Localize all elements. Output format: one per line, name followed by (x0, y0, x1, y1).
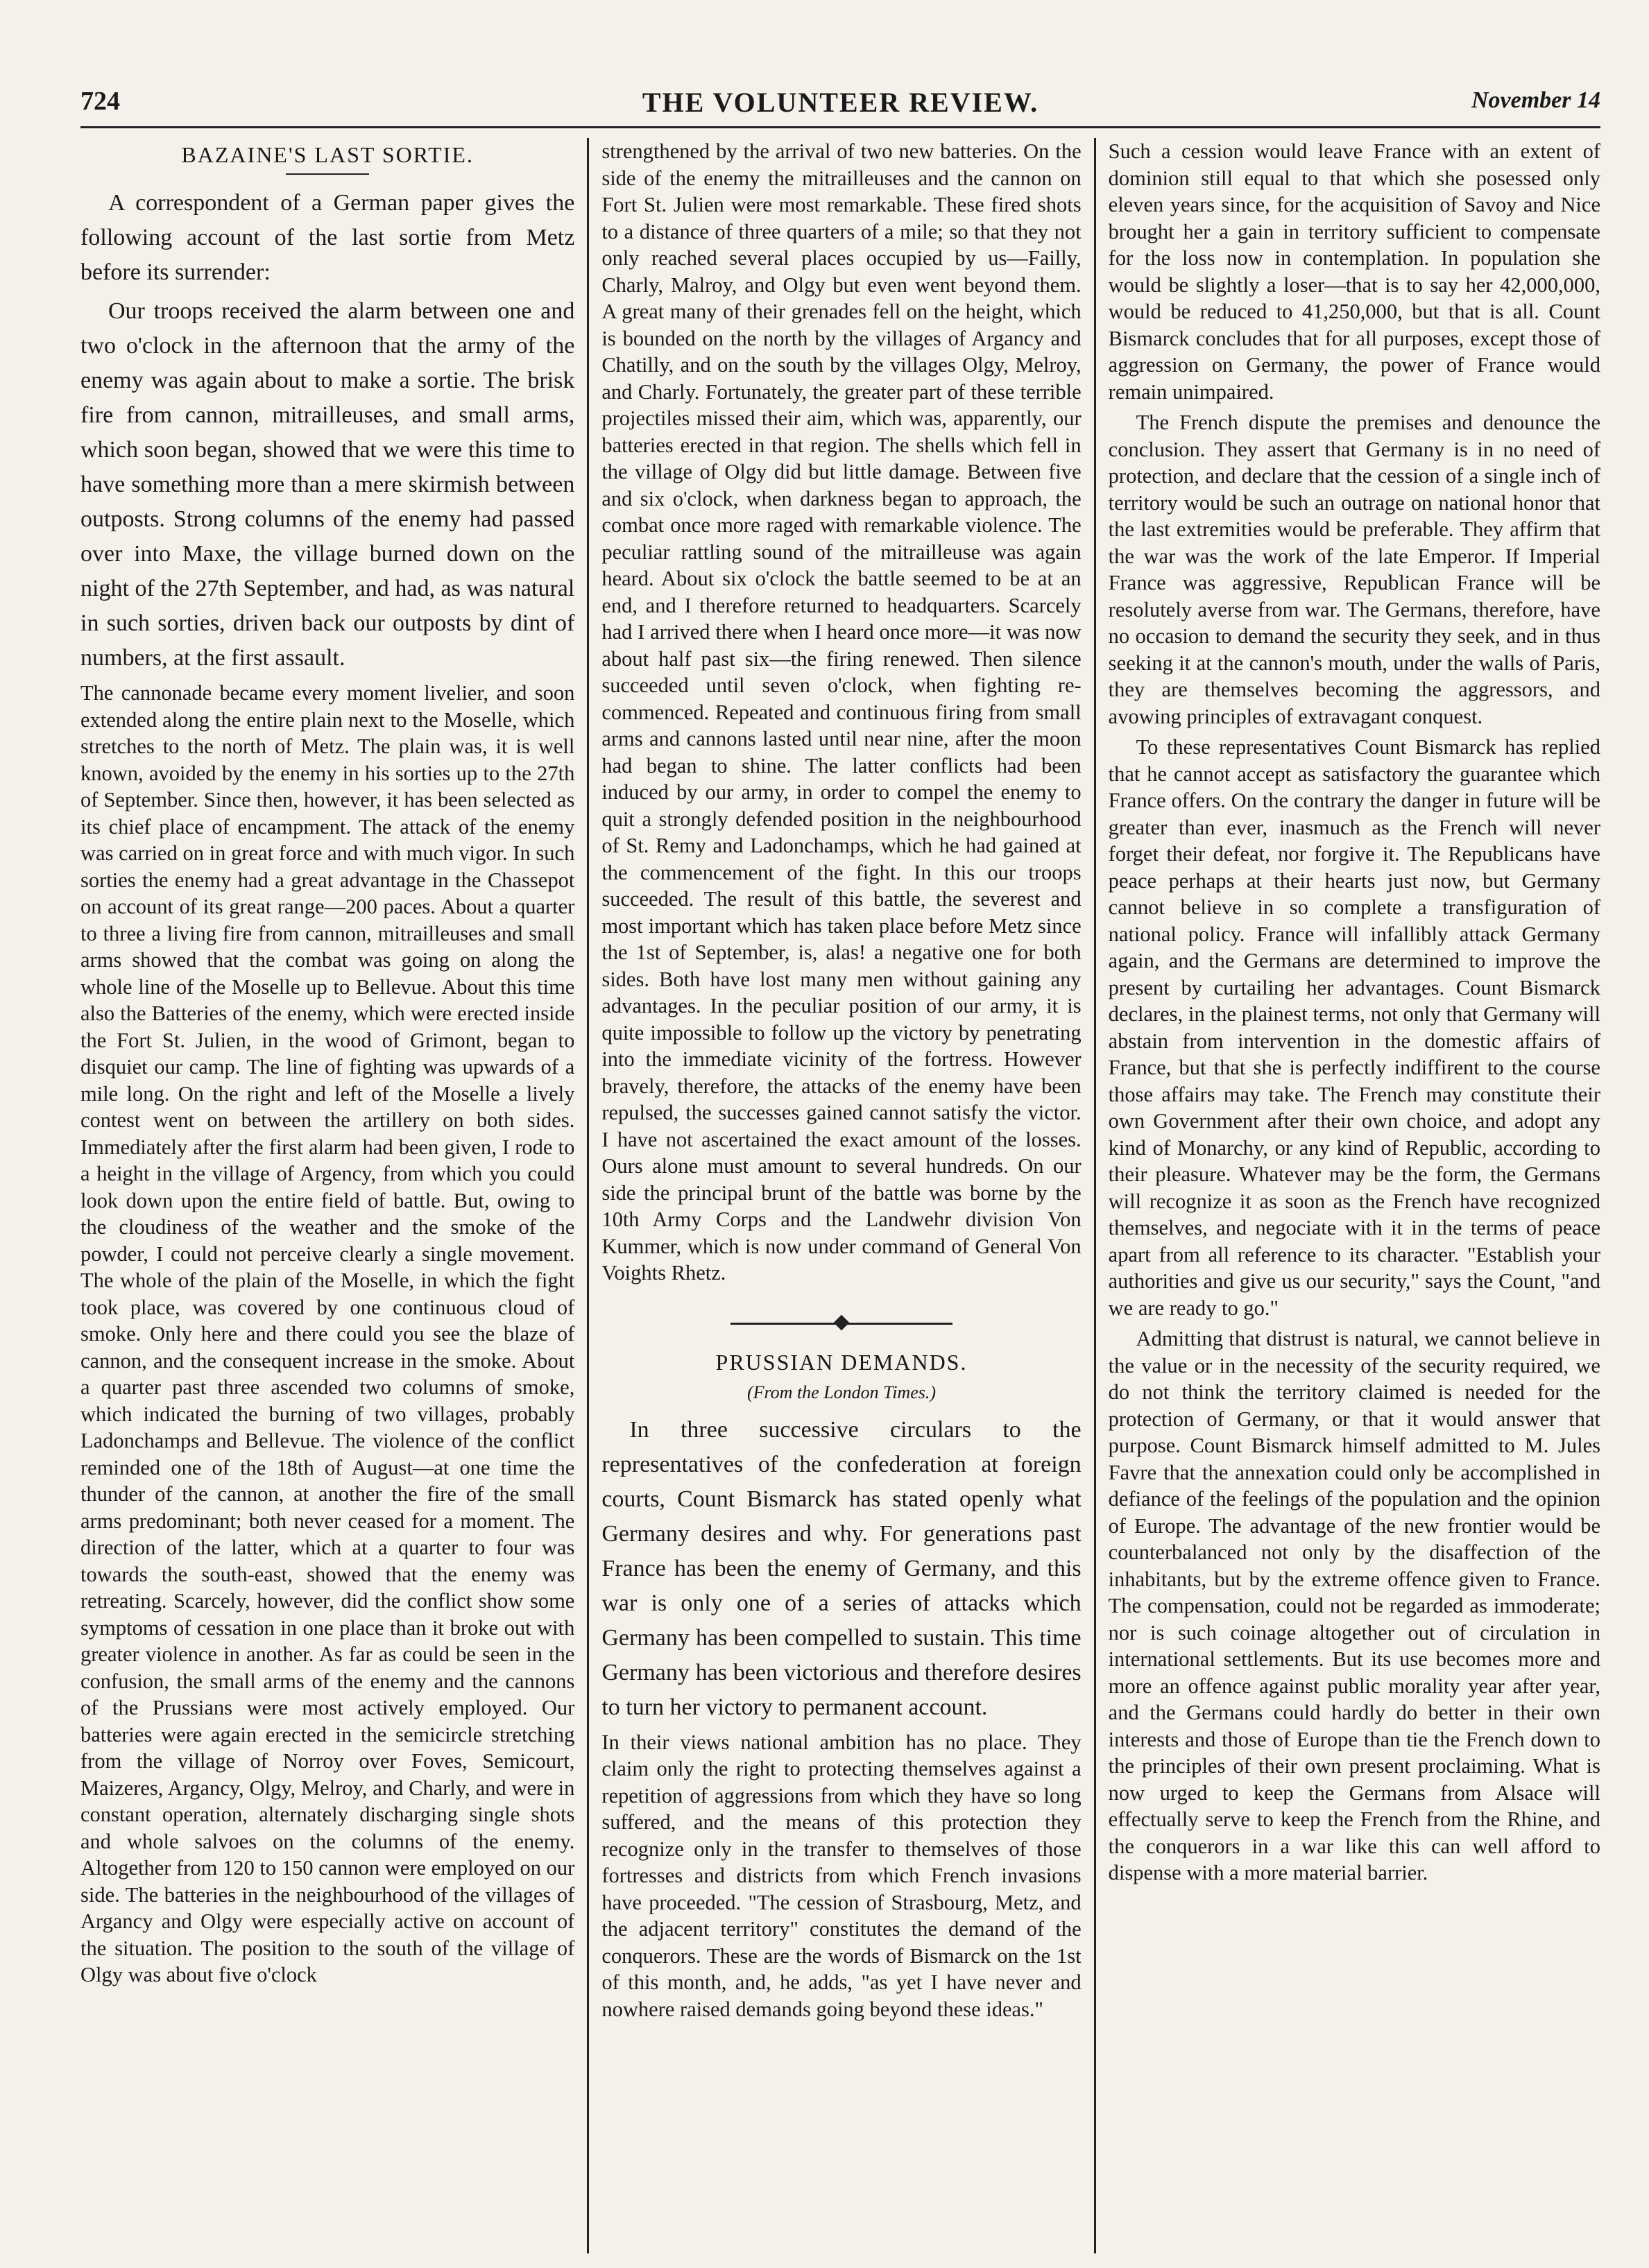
article-paragraph: To these representatives Count Bismarck has replied that he cannot accept as satisfactory the guarantee which France offers. On the contrary the danger in future will be greater than ever, inasmuch as the French will never forget their defeat, nor forgive it. The Republicans have peace perhaps at their hearts just now, but Germany cannot believe in so complete a transfiguration of national policy. France will infallibly attack Germany again, and the Germans are determined to improve the present by curtailing her advantages. Count Bismarck declares, in the plainest terms, not only that Germany will abstain from intervention in the domestic affairs of France, but that she is perfectly indiffirent to the course those affairs may take. The French may constitute their own Government after their own choice, and adopt any kind of Monarchy, or any kind of Republic, according to their pleasure. Whatever may be the form, the Germans will recognize it as soon as the French have recognized themselves, and negociate with it in the terms of peace apart from all reference to its character. "Establish your authorities and give us our security," says the Count, "and we are ready to go." (1108, 735, 1600, 1320)
article-paragraph: In three successive circulars to the representatives of the confederation at foreign courts, Count Bismarck has stated openly what Germany desires and why. For generations past France has been the enemy of Germany, and this war is only one of a series of attacks which Germany has been compelled to sustain. This time Germany has been victorious and therefore desires to turn her victory to permanent account. (601, 1416, 1082, 1720)
column-3 (1094, 138, 1600, 2253)
section-divider (730, 1323, 952, 1325)
column-2 (587, 138, 1093, 2253)
article-paragraph: The cannonade became every moment livelier, and soon extended along the entire plain next to the Moselle, which stretches to the north of Metz. The plain was, it is well known, avoided by the enemy in his sorties up to the 27th of September. Since then, however, it has been selected as its chief place of encampment. The attack of the enemy was carried on in great force and with much vigor. In such sorties the enemy had a great advantage in the Chassepot on account of its great range—200 paces. About a quarter to three a living fire from cannon, mitrailleuses and small arms showed that the combat was going on along the whole line of the Moselle up to Bellevue. About this time also the Batteries of the enemy, which were erected inside the Fort St. Julien, in the wood of Grimont, began to disquiet our camp. The line of fighting was upwards of a mile long. On the right and left of the Moselle a lively contest went on between the artillery on both sides. Immediately after the first alarm had been given, I rode to a height in the village of Argency, from which you could look down upon the entire field of battle. But, owing to the cloudiness of the weather and the smoke of the powder, I could not perceive clearly a single movement. The whole of the plain of the Moselle, in which the fight took place, was covered by one continuous cloud of smoke. Only here and there could you see the blaze of cannon, and the consequent increase in the smoke. About a quarter past three ascended two columns of smoke, which indicated the burning of two villages, probably Ladonchamps and Bellevue. The violence of the conflict reminded one of the 18th of August—at one time the thunder of the cannon, at another the fire of the small arms predominant; both never ceased for a moment. The direction of the latter, which at a quarter to four was towards the south-east, showed that the enemy was retreating. Scarcely, however, did the conflict show some symptoms of cessation in one place than it broke out with greater violence in another. As far as could be seen in the confusion, the small arms of the enemy and the cannons of the Prussians were most actively employed. Our batteries were again erected in the semicircle stretching from the village of Norroy over Foves, Semicourt, Maizeres, Argancy, Olgy, Melroy, and Charly, and were in constant operation, alternately discharging single shots and whole salvoes on the columns of the enemy. Altogether from 120 to 150 cannon were employed on our side. The batteries in the neighbourhood of the villages of Argancy and Olgy were especially active on account of the situation. The position to the south of the village of Olgy was about five o'clock (80, 681, 575, 1986)
page-number: 724 (80, 87, 120, 116)
article-source: (From the London Times.) (746, 1382, 937, 1402)
article-title: BAZAINE'S LAST SORTIE. (181, 142, 474, 167)
article-title: PRUSSIAN DEMANDS. (715, 1349, 968, 1375)
columns (80, 138, 1600, 2253)
article-paragraph: strengthened by the arrival of two new batteries. On the side of the enemy the mitrailleuses and the cannon on Fort St. Julien were most remarkable. These fired shots to a distance of three quarters of a mile; so that they not only reached several places occupied by us—Failly, Charly, Malroy, and Olgy but even went beyond them. A great many of their grenades fell on the height, which is bounded on the north by the villages of Argancy and Chatilly, and on the south by the villages Olgy, Melroy, and Charly. Fortunately, the greater part of these terrible projectiles missed their aim, which was, apparently, our batteries erected in that region. The shells which fell in the village of Olgy did but little damage. Between five and six o'clock, when darkness began to approach, the combat once more raged with remarkable violence. The peculiar rattling sound of the mitrailleuse was again heard. About six o'clock the battle seemed to be at an end, and I therefore returned to headquarters. Scarcely had I arrived there when I heard once more—it was now about half past six—the firing renewed. Then silence succeeded until seven o'clock, when fighting re-commenced. Repeated and continuous firing from small arms and cannons lasted until near nine, after the moon had began to shine. The latter conflicts had been induced by our army, in order to compel the enemy to quit a strongly defended position in the neighbourhood of St. Remy and Ladonchamps, which he had gained at the commencement of the fight. In this our troops succeeded. The result of this battle, the severest and most important which has taken place before Metz since the 1st of September, is, alas! a negative one for both sides. Both have lost many men without gaining any advantages. In the peculiar position of our army, it is quite impossible to follow up the victory by penetrating into the immediate vicinity of the fortress. However bravely, therefore, the attacks of the enemy have been repulsed, the successes gained cannot satisfy the victor. I have not ascertained the exact amount of the losses. Ours alone must amount to several hundreds. On our side the principal brunt of the battle was borne by the 10th Army Corps and the Landwehr division Von Kummer, which is now under command of General Von Voights Rhetz. (601, 139, 1082, 1285)
issue-date: November 14 (1471, 87, 1600, 113)
article-paragraph: In their views national ambition has no place. They claim only the right to protecting themselves against a repetition of aggressions from which they have so long suffered, and the means of this protection they recognize only in the transfer to themselves of those fortresses and districts from which French invasions have proceeded. "The cession of Strasbourg, Metz, and the adjacent territory" constitutes the demand of the conquerors. These are the words of Bismarck on the 1st of this month, and, he adds, "as yet I have never and nowhere raised demands going beyond these ideas." (601, 1730, 1082, 2021)
article-paragraph: Such a cession would leave France with an extent of dominion still equal to that which she posessed only eleven years since, for the acquisition of Savoy and Nice brought her a gain in territory sufficient to compensate for the loss now in contemplation. In population she would be slightly a loser—that is to say her 42,000,000, would be reduced to 41,250,000, but that is all. Count Bismarck concludes that for all purposes, except those of aggression on Germany, the power of France would remain unimpaired. (1108, 139, 1600, 404)
article-intro: A correspondent of a German paper gives the following account of the last sortie from Metz before its surrender: (80, 190, 575, 285)
article-paragraph: The French dispute the premises and denounce the conclusion. They assert that Germany is in no need of protection, and declare that the cession of a single inch of territory would be such an outrage on national honor that the last extremities would be preferable. They affirm that the war was the work of the late Emperor. If Imperial France was aggressive, Republican France will be resolutely averse from war. The Germans, therefore, have no occasion to demand the security they seek, and in thus seeking it at the cannon's mouth, under the walls of Paris, they are themselves becoming the aggressors, and avowing principles of extravagant conquest. (1108, 411, 1600, 728)
masthead-title: THE VOLUNTEER REVIEW. (642, 87, 1039, 118)
column-1 (80, 138, 587, 2253)
article-paragraph: Admitting that distrust is natural, we cannot believe in the value or in the necessity of the security required, we do not think the territory claimed is needed for the protection of Germany, or that it would answer that purpose. Count Bismarck himself admitted to M. Jules Favre that the annexation could only be accomplished in defiance of the feelings of the population and the opinion of Europe. The advantage of the new frontier would be counterbalanced not only by the disaffection of the inhabitants, but by the extreme offence given to France. The compensation, could not be regarded as immoderate; nor is such coinage altogether out of circulation in international settlements. But its use becomes more and more an offence against public morality year after year, and the Germans could hardly do better in their own interests and those of Europe than tie the French down to the principles of their own present proclaiming. What is now urged to keep the Germans from Alsace will effectually serve to keep the French from the Rhine, and the conquerors in a war like this can well afford to dispense with a more material barrier. (1108, 1327, 1600, 1884)
article-paragraph: Our troops received the alarm between one and two o'clock in the afternoon that the army of the enemy was again about to make a sortie. The brisk fire from cannon, mitrailleuses, and small arms, which soon began, showed that we were this time to have something more than a mere skirmish between outposts. Strong columns of the enemy had passed over into Maxe, the village burned down on the night of the 27th September, and had, as was natural in such sorties, driven back our outposts by dint of numbers, at the first assault. (80, 298, 575, 671)
page-header (80, 86, 1600, 128)
title-rule (286, 173, 369, 175)
divider-ornament (834, 1314, 850, 1330)
